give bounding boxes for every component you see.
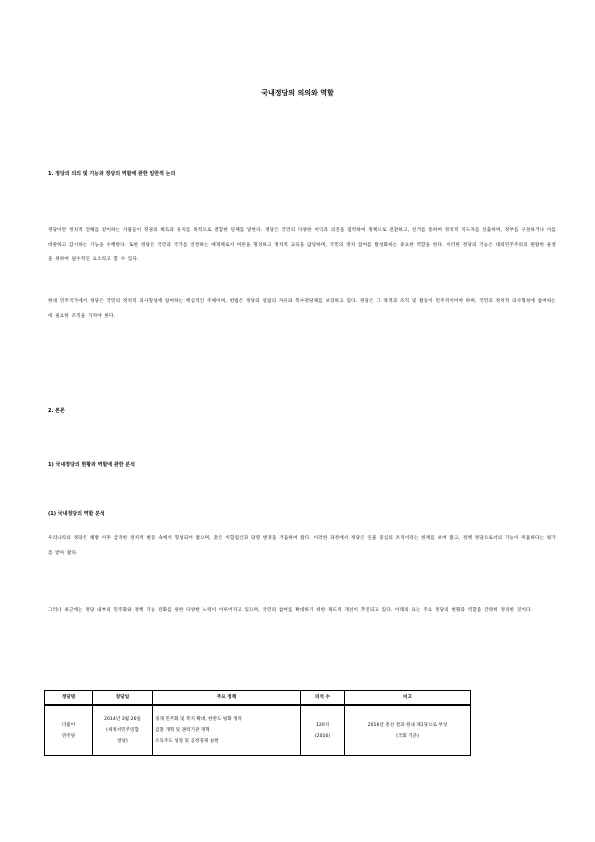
- cell-line: 경제 민주화 및 복지 확대, 한반도 평화 정착: [155, 717, 243, 722]
- column-header-founded: 창당일: [93, 691, 153, 706]
- section-2-heading: 2. 본론: [48, 408, 65, 414]
- section-3-heading: 1) 국내정당의 현황과 역할에 관한 분석: [48, 462, 135, 468]
- column-header-party: 정당명: [45, 691, 93, 706]
- section-1-paragraph-1: 정당이란 정치적 견해를 같이하는 사람들이 정권의 획득과 유지를 목적으로 결합한 단체를 말한다. 정당은 국민의 다양한 이익과 의견을 집약하여 정책으로 전환하고, 선거를 통하여 정치적 지도자를 선출하며, 정부를 구성하거나 이를 비판하고 감시하는 기능을 수행한다. 또한 정당은 국민과 국가를 연결하는 매개체로서 여론을 형성하고 정치적 교육을 담당하며, 국민의 정치 참여를 활성화하는 중요한 역할을 한다. 이러한 정당의 기능은 대의민주주의의 원활한 운영을 위하여 필수적인 요소라고 할 수 있다.: [48, 228, 556, 262]
- section-4-heading: (1) 국내정당의 역할 분석: [48, 511, 105, 517]
- cell-seats: [301, 705, 345, 756]
- table-row: [45, 705, 471, 756]
- cell-party: [45, 705, 93, 756]
- column-header-seats: 의석 수: [301, 691, 345, 706]
- table-header-row: [45, 691, 471, 706]
- cell-line: (국회 기준): [396, 733, 419, 739]
- cell-line: 검찰 개혁 및 권력기관 개혁: [155, 728, 210, 733]
- section-1-paragraph-2: 현대 민주국가에서 정당은 국민의 정치적 의사형성에 참여하는 핵심적인 주체이며, 헌법은 정당의 설립의 자유와 복수정당제를 보장하고 있다. 정당은 그 목적과 조직 및 활동이 민주적이어야 하며, 국민의 정치적 의사형성에 참여하는 데 필요한 조직을 가져야 한다.: [48, 299, 556, 319]
- cell-line: 더불어: [61, 722, 76, 728]
- section-4-paragraph-2: 그러나 최근에는 정당 내부의 민주화와 정책 기능 강화를 위한 다양한 노력이 이루어지고 있으며, 국민의 참여를 확대하기 위한 제도적 개선이 추진되고 있다. 아래의 표는 주요 정당의 현황과 역할을 간략히 정리한 것이다.: [48, 608, 533, 613]
- party-table: [44, 690, 471, 756]
- cell-line: 창당): [117, 739, 128, 744]
- cell-line: 120석: [315, 722, 330, 728]
- document-title: 국내정당의 의의와 역할: [261, 89, 334, 97]
- cell-line: 소득주도 성장 및 공정경제 실현: [155, 739, 219, 744]
- section-1-heading: 1. 정당의 의의 및 기능과 정당의 역할에 관한 일반적 논의: [48, 171, 176, 177]
- cell-line: 2014년 3월 26일: [104, 717, 141, 722]
- column-header-policy: 주요 정책: [153, 691, 301, 706]
- cell-line: (2016): [314, 733, 331, 739]
- cell-note: [345, 705, 471, 756]
- cell-founded: [93, 705, 153, 756]
- cell-line: 2016년 총선 결과 원내 제1당으로 부상: [367, 722, 448, 728]
- section-4-paragraph-1: 우리나라의 정당은 해방 이후 급격한 정치적 변동 속에서 형성되어 왔으며, 잦은 이합집산과 당명 변경을 거듭하여 왔다. 이러한 과정에서 정당은 인물 중심의 조직이라는 한계를 보여 왔고, 정책 정당으로서의 기능이 미흡하다는 평가를 받아 왔다.: [48, 536, 556, 556]
- column-header-note: 비고: [345, 691, 471, 706]
- cell-policy: [153, 705, 301, 756]
- cell-line: (새정치민주연합: [106, 728, 139, 733]
- cell-line: 민주당: [61, 733, 76, 739]
